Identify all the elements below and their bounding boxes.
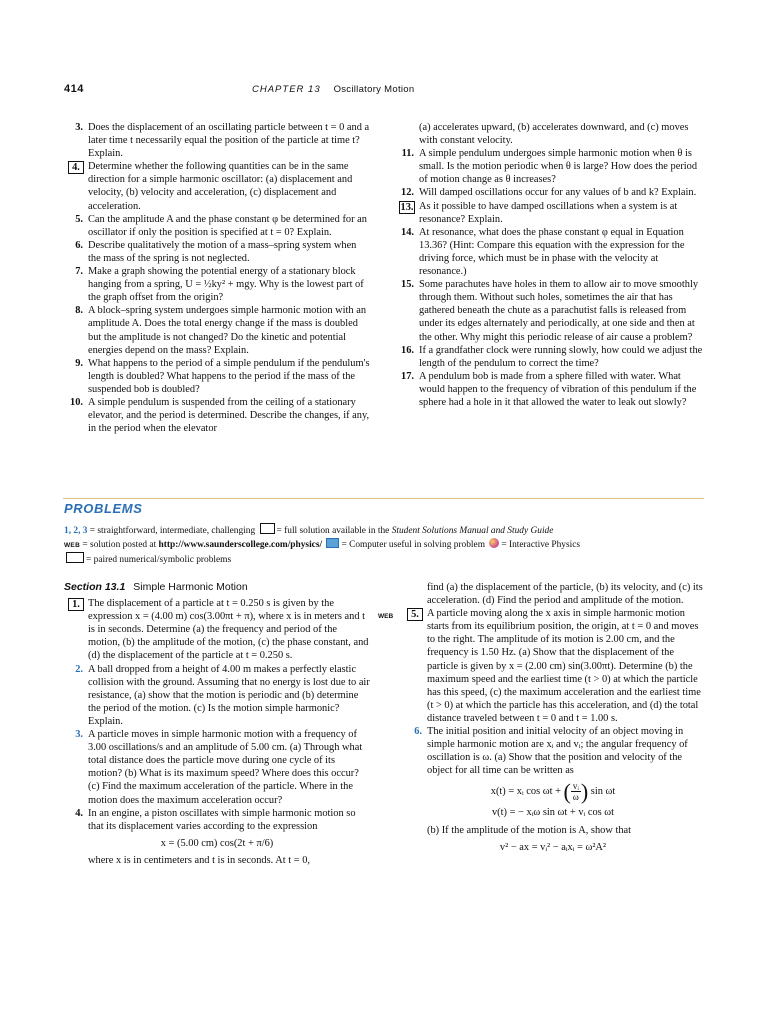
question-number: 14. xyxy=(401,226,414,238)
question-item xyxy=(64,396,370,435)
legend-levels-numbers: 1, 2, 3 xyxy=(64,526,88,536)
question-item xyxy=(395,121,703,147)
web-tag: WEB xyxy=(64,542,81,549)
problem-text: A particle moving along the x axis in simple harmonic motion starts from its equilibrium position, the origin, at t = 0 and moves to the right. The amplitude of its motion is 2.00 cm, and the frequency is 1.50 Hz. (a) Show that the displacement of the particle is given by x = (2.00 cm) sin(3.00πt). Determine (b) the maximum speed and the earliest time (t > 0) at which the particle has this speed, (c) the maximum acceleration and the earliest time (t > 0) at which the particle has this acceleration, and (d) the total distance traveled between t = 0 and t = 1.00 s. xyxy=(427,608,701,724)
question-item xyxy=(64,357,370,396)
problem-text: The initial position and initial velocity of an object moving in simple harmonic motion are xᵢ and vᵢ; the angular frequency of oscillation is ω. (a) Show that the position and velocity of the object for all time can be written as xyxy=(427,726,688,777)
question-text: Will damped oscillations occur for any values of b and k? Explain. xyxy=(419,187,697,199)
problem-continuation xyxy=(64,854,370,867)
section-divider xyxy=(63,498,704,499)
problems-heading: PROBLEMS xyxy=(64,501,143,516)
question-number: 13. xyxy=(400,201,414,213)
problem-text: find (a) the displacement of the particle, (b) its velocity, and (c) its acceleration. (d) Find the period and amplitude of the motion. xyxy=(427,582,703,607)
problem-text: A ball dropped from a height of 4.00 m makes a perfectly elastic collision with the ground. Assuming that no energy is lost due to air resistance, (a) show that the motion is periodic and (b) determine the period of the motion. (c) Is the motion simple harmonic? Explain. xyxy=(88,663,370,727)
problem-continuation xyxy=(403,581,703,607)
problem-number: 3. xyxy=(75,729,83,741)
question-number: 10. xyxy=(70,396,83,408)
question-item xyxy=(64,160,370,212)
equation-position xyxy=(403,779,703,805)
problems-left-column xyxy=(64,581,370,867)
question-number: 17. xyxy=(401,370,414,382)
question-item xyxy=(64,239,370,265)
question-item xyxy=(64,304,370,356)
computer-icon xyxy=(326,538,339,548)
questions-right-column xyxy=(395,121,703,409)
legend-line-3 xyxy=(64,552,704,567)
legend-line-1 xyxy=(64,523,704,538)
question-number: 7. xyxy=(75,266,83,278)
question-number: 9. xyxy=(75,357,83,369)
question-text: A pendulum bob is made from a sphere filled with water. What would happen to the frequency of vibration of this pendulum if the sphere had a hole in it that allowed the water to leak out slowly? xyxy=(419,370,697,408)
problem-part-b xyxy=(403,824,703,837)
question-text: Does the displacement of an oscillating particle between t = 0 and a later time t necessarily equal the position of the particle at time t? Explain. xyxy=(88,122,370,160)
section-label: Section 13.1 xyxy=(64,581,126,593)
legend-paired: = paired numerical/symbolic problems xyxy=(86,555,232,565)
right-paren: ) xyxy=(580,779,589,805)
problem-text: In an engine, a piston oscillates with simple harmonic motion so that its displacement varies according to the expression xyxy=(88,807,356,832)
chapter-title: Oscillatory Motion xyxy=(333,84,415,95)
problem-text: A particle moves in simple harmonic motion with a frequency of 3.00 oscillations/s and an amplitude of 5.00 cm. (a) Through what total distance does the particle move during one cycle of its motion? (b) What is its maximum speed? Where does this occur? (c) Find the maximum acceleration of the particle. Where in the motion does the maximum acceleration occur? xyxy=(88,729,363,806)
question-item xyxy=(395,200,703,226)
legend-computer: = Computer useful in solving problem xyxy=(341,540,485,550)
problems-right-column xyxy=(378,581,703,858)
velocity-over-omega xyxy=(571,781,581,802)
question-item xyxy=(395,344,703,370)
question-number: 11. xyxy=(401,148,414,160)
question-item xyxy=(64,121,370,160)
question-text: What happens to the period of a simple pendulum if the pendulum's length is doubled? What happens to the period if the mass of the suspended bob is doubled? xyxy=(88,357,370,395)
section-title: Simple Harmonic Motion xyxy=(133,581,248,593)
legend-levels-text: = straightforward, intermediate, challenging xyxy=(89,526,256,536)
paired-problem-box-icon xyxy=(66,552,84,563)
problem-number: 5. xyxy=(407,608,423,621)
problem-number: 2. xyxy=(75,663,83,675)
question-number: 8. xyxy=(75,305,83,317)
question-number: 12. xyxy=(401,187,414,199)
question-item xyxy=(395,147,703,186)
legend-web-url[interactable]: http://www.saunderscollege.com/physics/ xyxy=(158,540,323,550)
page-number: 414 xyxy=(64,83,84,95)
equation-velocity: v(t) = − xᵢω sin ωt + vᵢ cos ωt xyxy=(491,807,615,819)
question-text: (a) accelerates upward, (b) accelerates downward, and (c) moves with constant velocity. xyxy=(419,122,689,147)
question-text: As it possible to have damped oscillations when a system is at resonance? Explain. xyxy=(419,200,678,225)
question-text: At resonance, what does the phase constant φ equal in Equation 13.36? (Hint: Compare this equation with the expression for the driving force, which must be in phase with the velocity at resonance.) xyxy=(419,226,685,278)
question-text: A block–spring system undergoes simple harmonic motion with an amplitude A. Does the total energy change if the mass is doubled but the amplitude is not changed? Do the kinetic and potential energies depend on the mass? Explain. xyxy=(88,305,367,356)
problem-number: 4. xyxy=(75,807,83,819)
question-text: Determine whether the following quantities can be in the same direction for a simple harmonic oscillator: (a) displacement and velocity, (b) velocity and acceleration, (c) displacement and acceleration. xyxy=(88,161,353,212)
legend-manual-title: Student Solutions Manual and Study Guide xyxy=(391,526,554,536)
question-text: Make a graph showing the potential energy of a stationary block hanging from a spring, U = ½ky² + mgy. Why is the lowest part of the graph offset from the origin? xyxy=(88,266,364,304)
problem-item xyxy=(403,725,703,777)
section-heading xyxy=(64,581,370,594)
question-item xyxy=(395,226,703,278)
problem-item xyxy=(64,728,370,807)
question-text: Some parachutes have holes in them to allow air to move smoothly through them. Without such holes, sometimes the air that has gathered beneath the chute as a parachutist falls is released from under its edges alternately and periodically, at one side and then at the other. Why might this periodic release of air cause a problem? xyxy=(419,279,699,343)
problem-text: (b) If the amplitude of the motion is A, show that xyxy=(427,824,632,836)
question-number: 3. xyxy=(75,122,83,133)
question-item xyxy=(395,370,703,409)
eq-x-right: sin ωt xyxy=(590,786,616,798)
running-header xyxy=(252,84,414,95)
question-text: Can the amplitude A and the phase constant φ be determined for an oscillator if only the position is specified at t = 0? Explain. xyxy=(88,213,367,238)
problems-legend xyxy=(64,523,704,567)
question-item xyxy=(395,186,703,199)
problem-item xyxy=(64,807,370,833)
questions-left-column xyxy=(64,121,370,435)
question-text: Describe qualitatively the motion of a mass–spring system when the mass of the spring is not neglected. xyxy=(88,239,357,264)
web-tag: WEB xyxy=(378,613,394,621)
question-text: A simple pendulum undergoes simple harmonic motion when θ is small. Is the motion periodic when θ is large? How does the period of motion change as θ increases? xyxy=(419,148,698,186)
interactive-physics-icon xyxy=(489,538,499,548)
question-text: A simple pendulum is suspended from the ceiling of a stationary elevator, and the period is determined. Describe the changes, if any, in the period when the elevator xyxy=(88,396,370,435)
problem-item xyxy=(64,663,370,728)
eq-x-left: x(t) = xᵢ cos ωt + xyxy=(490,786,561,798)
chapter-label: CHAPTER 13 xyxy=(252,84,321,95)
question-item xyxy=(64,265,370,304)
legend-web-text: = solution posted at xyxy=(82,540,157,550)
question-item xyxy=(395,278,703,343)
question-number: 16. xyxy=(401,344,414,356)
problem-number: 1. xyxy=(68,598,84,611)
problem-text: where x is in centimeters and t is in seconds. At t = 0, xyxy=(88,854,311,866)
question-number: 5. xyxy=(75,213,83,225)
legend-full-solution: = full solution available in the xyxy=(276,526,390,536)
question-text: If a grandfather clock were running slowly, how could we adjust the length of the pendulum to correct the time? xyxy=(419,344,703,369)
left-paren: ( xyxy=(563,779,571,805)
frac-numerator: vᵢ xyxy=(572,781,579,792)
problem-text: The displacement of a particle at t = 0.250 s is given by the expression x = (4.00 m) cos(3.00πt + π), where x is in meters and t is in seconds. Determine (a) the frequency and period of the motion, (b) the amplitude of the motion, (c) the phase constant, and (d) the displacement of the particle at t = 0.250 s. xyxy=(88,598,369,662)
question-number: 15. xyxy=(401,279,414,291)
equation-p4: x = (5.00 cm) cos(2t + π/6) xyxy=(160,837,274,849)
frac-denominator: ω xyxy=(572,792,579,803)
legend-line-2 xyxy=(64,538,704,552)
question-item xyxy=(64,213,370,239)
equation-amplitude: v² − ax = vᵢ² − aᵢxᵢ = ω²A² xyxy=(499,841,607,853)
problem-item xyxy=(378,607,703,725)
full-solution-box-icon xyxy=(260,523,275,534)
problem-number: 6. xyxy=(414,726,422,738)
question-number: 6. xyxy=(75,239,83,251)
problem-item xyxy=(64,597,370,662)
question-number: 4. xyxy=(68,161,84,174)
legend-interactive: = Interactive Physics xyxy=(501,540,581,550)
